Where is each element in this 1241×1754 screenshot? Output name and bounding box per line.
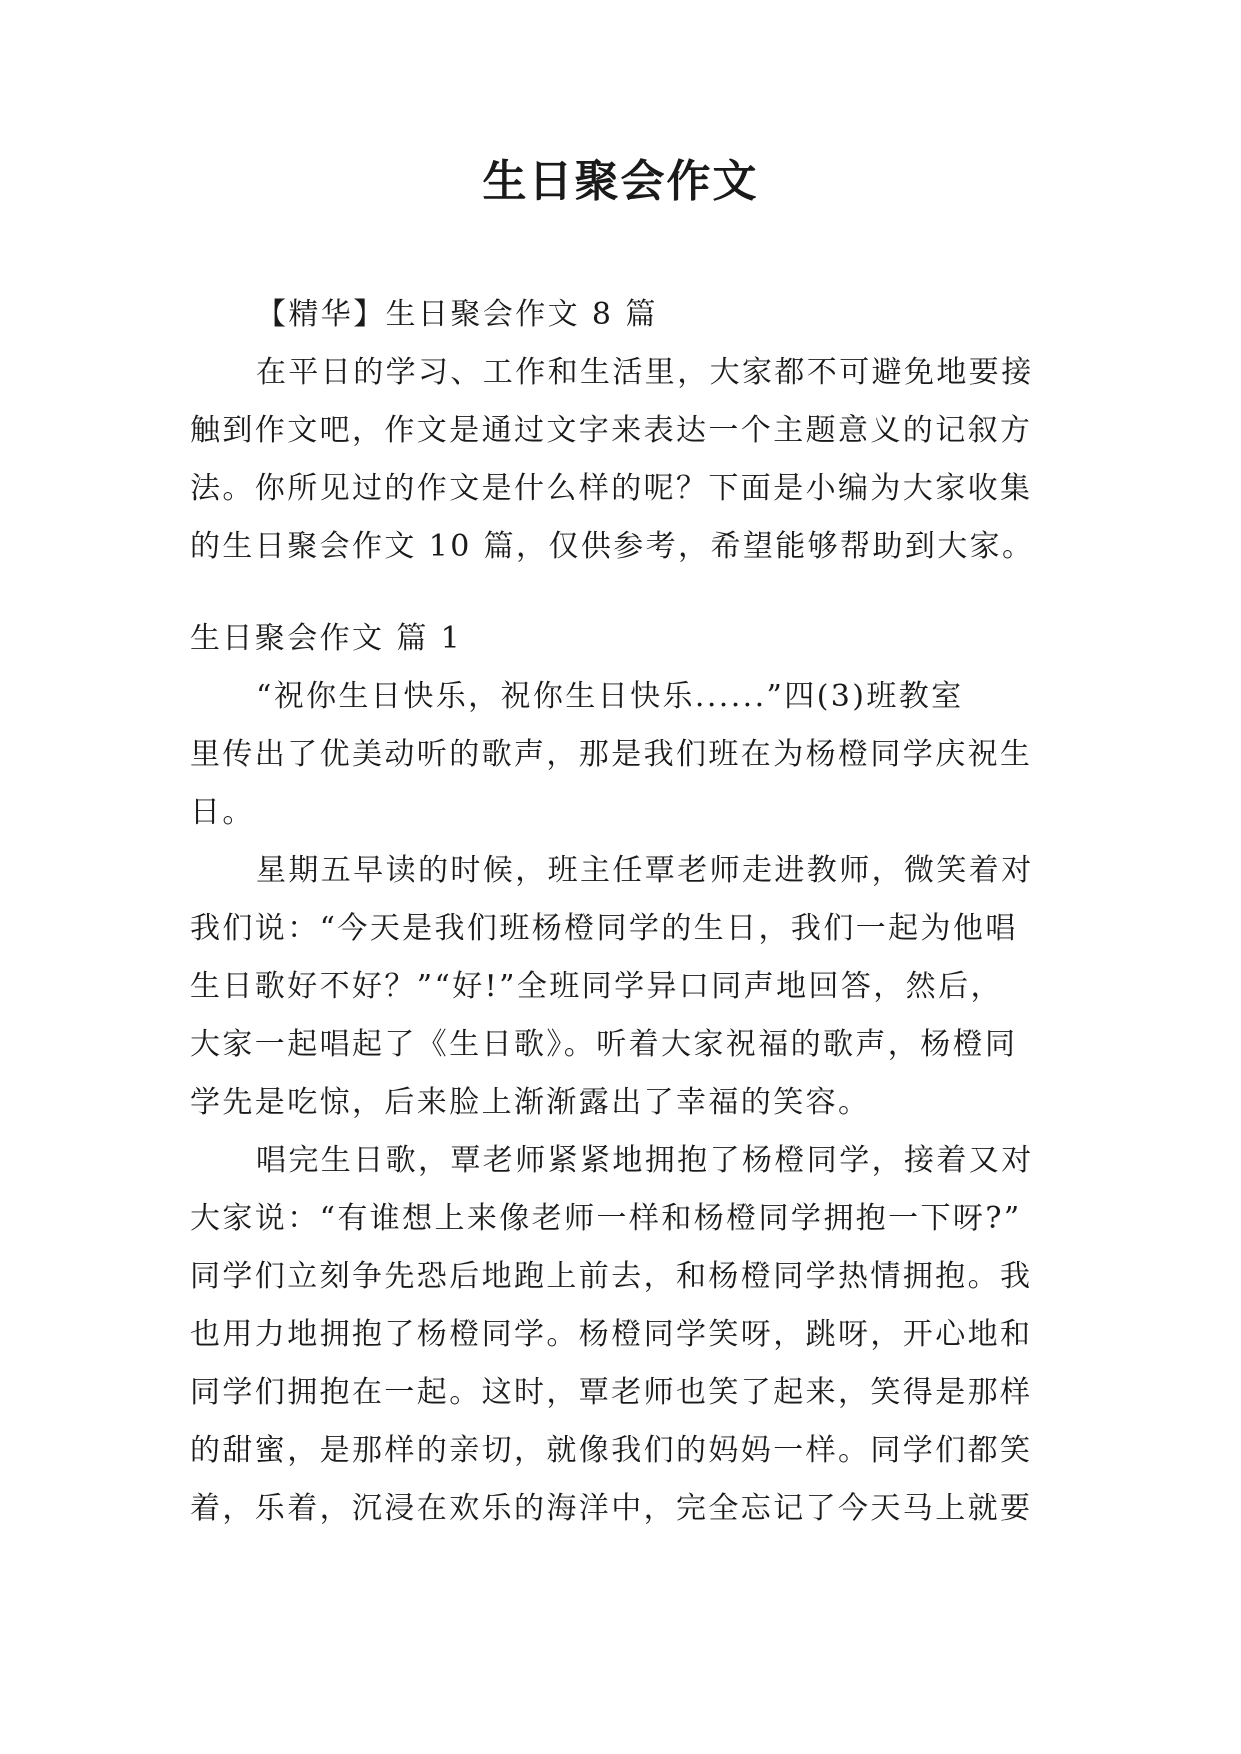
subtitle-line: 【精华】生日聚会作文 8 篇 [256, 297, 658, 332]
intro-line: 法。你所见过的作文是什么样的呢？下面是小编为大家收集 [190, 471, 1033, 506]
paragraph-line: 同学们立刻争先恐后地跑上前去，和杨橙同学热情拥抱。我 [190, 1259, 1033, 1294]
paragraph-line: 的甜蜜，是那样的亲切，就像我们的妈妈一样。同学们都笑 [190, 1433, 1033, 1468]
paragraph-line: 星期五早读的时候，班主任覃老师走进教师，微笑着对 [256, 853, 1034, 888]
section-heading: 生日聚会作文 篇 1 [190, 621, 463, 656]
paragraph-line: 大家一起唱起了《生日歌》。听着大家祝福的歌声，杨橙同 [190, 1027, 1018, 1062]
paragraph-line: 大家说：“有谁想上来像老师一样和杨橙同学拥抱一下呀?” [190, 1201, 1022, 1236]
paragraph-line: 也用力地拥抱了杨橙同学。杨橙同学笑呀，跳呀，开心地和 [190, 1317, 1033, 1352]
paragraph-line: 里传出了优美动听的歌声，那是我们班在为杨橙同学庆祝生 [190, 737, 1033, 772]
intro-line: 触到作文吧，作文是通过文字来表达一个主题意义的记叙方 [190, 413, 1033, 448]
paragraph-line: “祝你生日快乐，祝你生日快乐......”四(3)班教室 [256, 679, 964, 714]
paragraph-line: 生日歌好不好？”“好!”全班同学异口同声地回答，然后， [190, 969, 1003, 1004]
intro-line: 的生日聚会作文 10 篇，仅供参考，希望能够帮助到大家。 [190, 529, 1035, 564]
paragraph-line: 学先是吃惊，后来脸上渐渐露出了幸福的笑容。 [190, 1085, 871, 1120]
paragraph-line: 唱完生日歌，覃老师紧紧地拥抱了杨橙同学，接着又对 [256, 1143, 1034, 1178]
paragraph-line: 着，乐着，沉浸在欢乐的海洋中，完全忘记了今天马上就要 [190, 1491, 1033, 1526]
page-title: 生日聚会作文 [482, 156, 759, 207]
section-gap [190, 576, 1056, 610]
document-body [190, 286, 1056, 1538]
intro-line: 在平日的学习、工作和生活里，大家都不可避免地要接 [256, 355, 1034, 390]
paragraph-line: 同学们拥抱在一起。这时，覃老师也笑了起来，笑得是那样 [190, 1375, 1033, 1410]
paragraph-line: 我们说：“今天是我们班杨橙同学的生日，我们一起为他唱 [190, 911, 1018, 946]
paragraph-line: 日。 [190, 795, 255, 830]
